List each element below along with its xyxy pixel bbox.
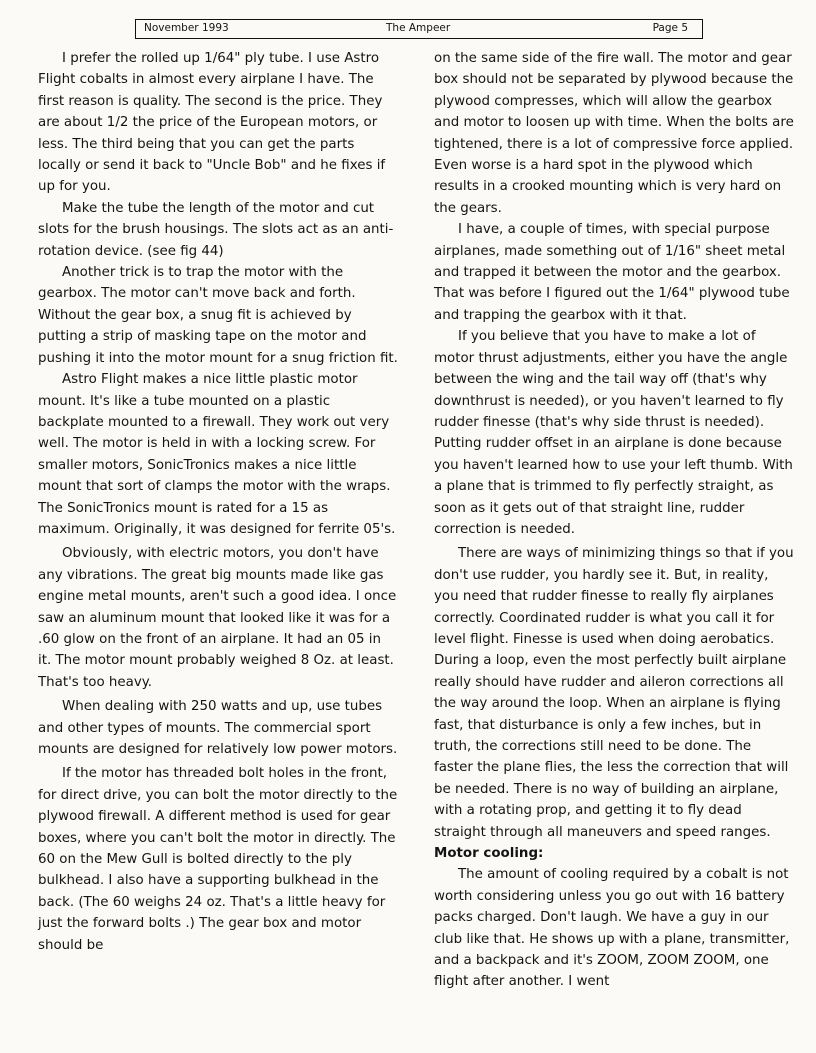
paragraph: If you believe that you have to make a lot of motor thrust adjustments, either you have the angle between the wing and the tail way off (that's why downthrust is needed), or you haven't learned to fly rudder finesse (that's why side thrust is needed). Putting rudder offset in an airplane is done because you haven't learned how to use your left thumb. With a plane that is trimmed to fly perfectly straight, as soon as it gets out of that straight line, rudder correction is needed. <box>434 329 793 537</box>
paragraph: The amount of cooling required by a cobalt is not worth considering unless you go out with 16 battery packs charged. Don't laugh. We have a guy in our club like that. He shows up with a plane, transmitter, and a backpack and it's ZOOM, ZOOM ZOOM, one flight after another. I went <box>434 867 790 990</box>
paragraph: Another trick is to trap the motor with the gearbox. The motor can't move back and forth. Without the gear box, a snug fit is achieved by putting a strip of masking tape on the motor and pushing it into the motor mount for a snug friction fit. <box>38 265 398 366</box>
paragraph: Make the tube the length of the motor and cut slots for the brush housings. The slots act as an anti-rotation device. (see fig 44) <box>38 200 394 259</box>
header-page-number: Page 5 <box>652 22 688 34</box>
paragraph: I have, a couple of times, with special purpose airplanes, made something out of 1/16" sheet metal and trapped it between the motor and the gearbox. That was before I figured out the 1/64" plywood tube and trapping the gearbox with it that. <box>434 222 790 323</box>
paragraph: I prefer the rolled up 1/64" ply tube. I use Astro Flight cobalts in almost every airplane I have. The first reason is quality. The second is the price. They are about 1/2 the price of the European motors, or less. The third being that you can get the parts locally or send it back to "Uncle Bob" and he fixes if up for you. <box>38 51 386 195</box>
paragraph: on the same side of the fire wall. The motor and gear box should not be separated by plywood because the plywood compresses, which will allow the gearbox and motor to loosen up with time. When the bolts are tightened, there is a lot of compressive force applied. Even worse is a hard spot in the plywood which results in a crooked mounting which is very hard on the gears. <box>434 51 794 216</box>
paragraph: When dealing with 250 watts and up, use tubes and other types of mounts. The commercial sport mounts are designed for relatively low power motors. <box>38 699 398 757</box>
section-heading-motor-cooling: Motor cooling: <box>434 846 544 862</box>
header-publication: The Ampeer <box>386 22 451 34</box>
right-column <box>434 48 794 993</box>
paragraph: There are ways of minimizing things so that if you don't use rudder, you hardly see it. But, in reality, you need that rudder finesse to really fly airplanes correctly. Coordinated rudder is what you call it for level flight. Finesse is used when doing aerobatics. During a loop, even the most perfectly built airplane really should have rudder and aileron corrections all the way around the loop. When an airplane is flying fast, that disturbance is only a few inches, but in truth, the corrections still need to be done. The faster the plane flies, the less the correction that will be needed. There is no way of building an airplane, with a rotating prop, and getting it to fly dead straight through all maneuvers and speed ranges. <box>434 546 794 840</box>
page-header <box>135 19 703 39</box>
paragraph: Obviously, with electric motors, you don't have any vibrations. The great big mounts made like gas engine metal mounts, aren't such a good idea. I once saw an aluminum mount that looked like it was for a .60 glow on the front of an airplane. It had an 05 in it. The motor mount probably weighed 8 Oz. at least. That's too heavy. <box>38 546 397 690</box>
paragraph: Astro Flight makes a nice little plastic motor mount. It's like a tube mounted on a plastic backplate mounted to a firewall. They work out very well. The motor is held in with a locking screw. For smaller motors, SonicTronics makes a nice little mount that sort of clamps the motor with the wraps. The SonicTronics mount is rated for a 15 as maximum. Originally, it was designed for ferrite 05's. <box>38 372 396 537</box>
header-date: November 1993 <box>144 22 229 34</box>
left-column <box>38 48 398 956</box>
paragraph: If the motor has threaded bolt holes in the front, for direct drive, you can bolt the motor directly to the plywood firewall. A different method is used for gear boxes, where you can't bolt the motor in directly. The 60 on the Mew Gull is bolted directly to the ply bulkhead. I also have a supporting bulkhead in the back. (The 60 weighs 24 oz. That's a little heavy for just the forward bolts .) The gear box and motor should be <box>38 766 398 953</box>
